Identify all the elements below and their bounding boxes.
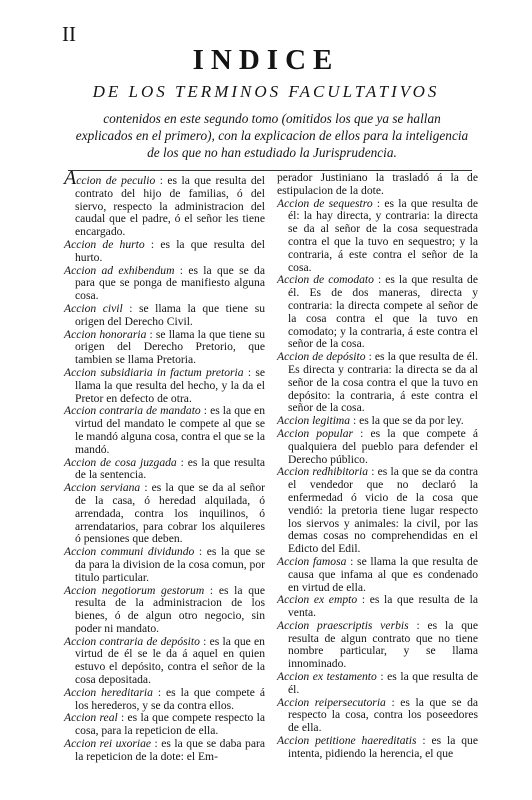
entry-text: : es la que resulta de la venta. bbox=[288, 593, 478, 620]
index-entry bbox=[277, 697, 478, 735]
entry-text: : es la que resulta de él. Es directa y contraria: la directa se da al señor de la cosa contra el que la tuvo en depósito: la contraria, á este contra el señor de la cosa. bbox=[288, 350, 478, 415]
entry-term: ccion de peculio bbox=[76, 174, 156, 187]
entry-text: perador Justiniano la trasladó á la de estipulacion de la dote. bbox=[277, 171, 478, 197]
index-entry bbox=[64, 405, 265, 456]
entry-text: : se llama la que tiene su origen del Derecho Civil. bbox=[75, 301, 266, 328]
entry-term: Accion contraria de mandato bbox=[64, 404, 201, 418]
index-entry bbox=[64, 546, 265, 584]
entry-text: : es la que resulta de la administracion de los bienes, ó de algun otro negocio, sin poder ni mandato. bbox=[75, 583, 265, 635]
index-entry bbox=[64, 457, 265, 483]
page-subtitle: DE LOS TERMINOS FACULTATIVOS bbox=[92, 82, 440, 101]
entry-term: Accion de cosa juzgada bbox=[64, 455, 177, 469]
index-entry bbox=[277, 735, 478, 761]
entry-term: Accion contraria de depósito bbox=[64, 634, 200, 648]
index-entry bbox=[64, 303, 265, 329]
index-entry bbox=[277, 594, 478, 620]
entry-term: Accion negotiorum gestorum bbox=[64, 583, 205, 597]
entry-text: : es la que se da por ley. bbox=[353, 414, 464, 428]
index-entry bbox=[277, 274, 478, 351]
entry-text: : es la que se da al señor de la casa, ó heredad alquilada, ó arrendada, contra los inquilinos, ó arrendatarios, para cobrar los alquileres ó pensiones que deben. bbox=[75, 481, 266, 546]
index-entry-continuation bbox=[277, 172, 478, 198]
entry-term: Accion petitione haereditatis bbox=[277, 734, 417, 748]
index-entry bbox=[64, 738, 265, 764]
index-entry bbox=[64, 239, 265, 265]
entry-text: : es la que se daba para la repeticion de la dote: el Em- bbox=[75, 737, 265, 763]
entry-text: : es la que intenta, pidiendo la herencia, el que bbox=[288, 734, 479, 760]
entry-term: Accion ad exhibendum bbox=[64, 263, 175, 277]
entry-term: Accion serviana bbox=[64, 481, 141, 495]
entry-term: Accion praescriptis verbis bbox=[277, 618, 409, 632]
entry-text: : es la que compete á qualquiera del pueblo para defender el Derecho público. bbox=[288, 426, 479, 466]
entry-text: : es la que se da para la division de la cosa comun, por titulo particular. bbox=[75, 545, 266, 584]
entry-term: Accion de depósito bbox=[277, 350, 366, 364]
index-entry bbox=[277, 556, 478, 594]
entry-text: : es la que resulta de él. Es de dos maneras, directa y contraria: la directa compete al señor de la cosa contra el que la tuvo en comodato; y la contraria, á este contra el señor de la cosa. bbox=[288, 273, 479, 351]
index-entry bbox=[64, 167, 265, 239]
entry-text: : es la que resulta de algun contrato que no tiene nombre particular, y se llama innominado. bbox=[288, 618, 478, 671]
entry-text: : es la que compete á los herederos, y se da contra ellos. bbox=[75, 685, 265, 712]
drop-cap: A bbox=[64, 167, 77, 189]
entry-term: Accion ex testamento bbox=[277, 670, 377, 684]
entry-term: Accion communi dividundo bbox=[64, 545, 195, 559]
index-entry bbox=[64, 367, 265, 405]
entry-text: : es la que en virtud de él se le da á aquel en quien estuvo el depósito, contra el señor de la cosa depositada. bbox=[75, 634, 265, 687]
page-title: INDICE bbox=[192, 44, 340, 76]
entry-term: Accion civil bbox=[64, 301, 123, 315]
index-entry bbox=[277, 198, 478, 275]
entry-term: Accion honoraria bbox=[64, 327, 147, 341]
entry-text: : es la que resulta de la sentencia. bbox=[75, 455, 265, 482]
entry-term: Accion subsidiaria in factum pretoria bbox=[64, 365, 244, 379]
index-entry bbox=[277, 620, 478, 671]
entry-text: : es la que resulta del contrato del hijo de familias, ó del siervo, respecto la administracion del caudal que el padre, ó el señor les tiene encargado. bbox=[75, 174, 265, 239]
index-entry bbox=[277, 428, 478, 466]
entry-text: : es la que se da contra el vendedor que no declaró la enfermedad ó vicio de la cosa que vendió: la pretoria tiene lugar respecto los siervos y animales: la civil, por las demas cosas no comprehendidas en el Edicto del Edil. bbox=[288, 465, 478, 556]
index-entry bbox=[64, 687, 265, 713]
index-entry bbox=[277, 466, 478, 556]
index-entry bbox=[64, 482, 265, 546]
index-entry bbox=[64, 712, 265, 738]
entry-term: Accion de hurto bbox=[64, 237, 145, 251]
index-entry bbox=[64, 636, 265, 687]
entry-term: Accion famosa bbox=[277, 554, 347, 568]
entry-text: : es la que resulta de él: la hay directa, y contraria: la directa se da al señor de la cosa sequestrada contra el que la tuvo en sequestro; y la contraria, á este contra el señor de la cosa. bbox=[288, 196, 479, 274]
entry-term: Accion de comodato bbox=[277, 273, 374, 287]
entry-text: : es la que resulta del hurto. bbox=[75, 237, 266, 264]
index-entry bbox=[64, 265, 265, 303]
entry-text: : se llama la que tiene su origen del Derecho Pretorio, que tambien se llama Pretoria. bbox=[75, 327, 265, 367]
index-entry bbox=[277, 351, 478, 415]
right-column bbox=[277, 172, 478, 761]
index-entry bbox=[64, 585, 265, 636]
entry-term: Accion reipersecutoria bbox=[277, 695, 386, 709]
entry-text: : se llama la que resulta del hecho, y la da el Pretor en defecto de otra. bbox=[75, 365, 265, 405]
entry-text: : es la que se da para que se ponga de manifiesto alguna cosa. bbox=[75, 263, 265, 303]
entry-text: : es la que resulta de él. bbox=[288, 670, 478, 696]
index-entry bbox=[277, 671, 478, 697]
entry-term: Accion legitima bbox=[277, 414, 351, 428]
index-description: contenidos en este segundo tomo (omitidos los que ya se hallan explicados en el primero), con la explicacion de ellos para la inteligencia de los que no han estudiado la Jurisprudencia. bbox=[75, 111, 469, 160]
entry-term: Accion real bbox=[64, 711, 118, 725]
entry-text: : se llama la que resulta de causa que infama al que es condenado en virtud de ella. bbox=[288, 554, 478, 594]
entry-term: Accion popular bbox=[277, 426, 354, 440]
index-entry bbox=[64, 329, 265, 367]
entry-text: : es la que se da respecto la cosa, contra los poseedores de ella. bbox=[288, 695, 479, 735]
entry-text: : es la que compete respecto la cosa, para la repeticion de ella. bbox=[75, 711, 266, 738]
left-column bbox=[64, 167, 266, 764]
entry-term: Accion hereditaria bbox=[64, 685, 153, 699]
entry-text: : es la que en virtud del mandato le compete al que se le mandó alguna cosa, contra el que se la mandó. bbox=[75, 404, 265, 456]
entry-term: Accion de sequestro bbox=[277, 196, 373, 210]
entry-term: Accion rei uxoriae bbox=[64, 737, 152, 751]
entry-term: Accion ex empto bbox=[277, 593, 358, 607]
entry-term: Accion redhibitoria bbox=[277, 465, 368, 479]
page-number: II bbox=[62, 22, 76, 46]
